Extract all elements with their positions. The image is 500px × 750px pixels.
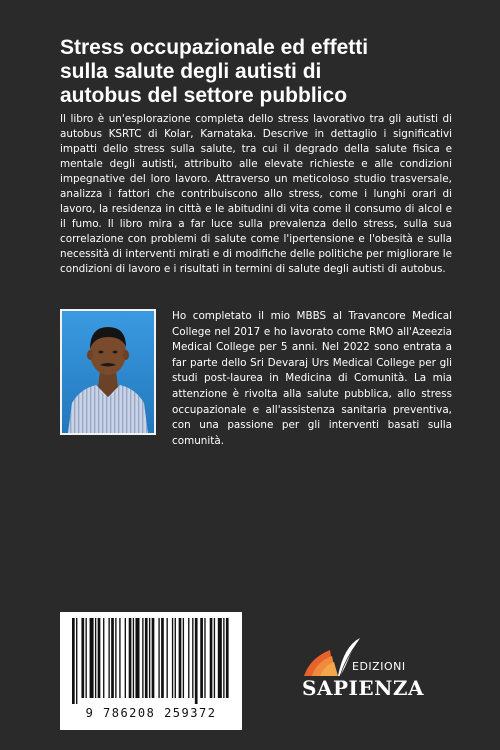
- barcode-bar: [161, 618, 164, 698]
- publisher-logo: [300, 632, 440, 712]
- barcode-bar: [218, 618, 222, 698]
- barcode-bar: [179, 618, 182, 698]
- barcode-bar: [98, 618, 101, 698]
- barcode-bar: [183, 618, 184, 698]
- barcode-bar: [223, 618, 224, 698]
- barcode-bars: [70, 618, 232, 704]
- barcode-bar: [192, 618, 193, 698]
- barcode-bar: [135, 618, 139, 698]
- barcode-bar: [158, 618, 159, 698]
- author-bio: Ho completato il mio MBBS al Travancore Medical College nel 2017 e ho lavorato come RMO all'Azeezia Medical College per 5 anni. Nel 2022 sono entrata a far parte dello Sri Devaraj Urs Medical College per gli studi post-laurea in Medicina di Comunità. La mia attenzione è rivolta alla salute pubblica, allo stress occupazionale e all'assistenza sanitaria preventiva, con una passione per gli interventi basati sulla comunità.: [172, 310, 452, 447]
- barcode-bar: [103, 618, 104, 698]
- barcode-bar: [175, 618, 176, 698]
- barcode-bar: [167, 618, 168, 698]
- barcode-bar: [172, 618, 173, 698]
- barcode-bar: [95, 618, 96, 698]
- barcode-bar: [142, 618, 143, 698]
- author-photo: [60, 309, 156, 435]
- fan-quill-icon: [300, 636, 362, 680]
- barcode-bar: [195, 618, 198, 704]
- title-line: Stress occupazionale ed effetti: [60, 36, 369, 59]
- title-line: autobus del settore pubblico: [60, 84, 348, 107]
- barcode-bar: [204, 618, 205, 698]
- barcode-bar: [188, 618, 189, 698]
- isbn-number: 9 786208 259372: [85, 706, 217, 720]
- barcode-bar: [86, 618, 87, 698]
- book-description: Il libro è un'esplorazione completa dello stress lavorativo tra gli autisti di autobus KSRTC di Kolar, Karnataka. Descrive in dettaglio i significativi impatti dello stress sulla salute, tra cui il degrado della salute fisica e mentale degli autisti, attribuito alle elevate richieste e alle condizioni impegnative del loro lavoro. Attraverso un meticoloso studio trasversale, analizza i fattori che contribuiscono allo stress, come i lunghi orari di lavoro, la residenza in città e le abitudini di vita come il consumo di alcol e il fumo. Il libro mira a far luce sulla prevalenza dello stress, sulla sua correlazione con problemi di salute come l'ipertensione e l'obesità e sulla necessità di interventi mirati e di modifiche delle politiche per migliorare le condizioni di lavoro e i risultati in termini di salute degli autisti di autobus.: [60, 113, 452, 275]
- barcode-bar: [76, 618, 77, 704]
- barcode-bar: [149, 618, 150, 698]
- barcode-bar: [81, 618, 84, 698]
- barcode-bar: [72, 618, 75, 704]
- barcode-bar: [226, 618, 229, 698]
- barcode-bar: [125, 618, 126, 698]
- isbn-barcode: [60, 612, 242, 730]
- barcode-bar: [129, 618, 132, 698]
- barcode-bar: [108, 618, 109, 698]
- barcode-bar: [145, 618, 148, 698]
- barcode-bar: [119, 618, 120, 698]
- barcode-bar: [133, 618, 134, 698]
- author-portrait-icon: [62, 311, 154, 433]
- barcode-bar: [210, 618, 213, 698]
- barcode-bar: [214, 618, 215, 698]
- barcode-bar: [115, 618, 116, 698]
- book-title: [60, 36, 460, 108]
- publisher-imprint: EDIZIONI: [352, 660, 406, 673]
- barcode-bar: [90, 618, 94, 698]
- publisher-name: SAPIENZA: [302, 676, 424, 700]
- barcode-bar: [152, 618, 155, 698]
- barcode-bar: [111, 618, 114, 698]
- title-line: sulla salute degli autisti di: [60, 60, 322, 83]
- barcode-bar: [200, 618, 203, 698]
